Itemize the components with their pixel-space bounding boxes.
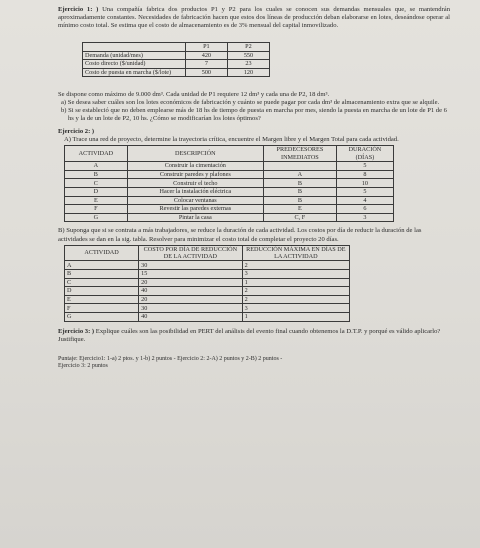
table-cell: 550 bbox=[227, 51, 269, 59]
table-cell: E bbox=[65, 196, 128, 205]
table-cell: B bbox=[263, 196, 336, 205]
table-header-cell: DURACIÓN (DÍAS) bbox=[336, 146, 393, 162]
table-cell: F bbox=[65, 304, 139, 313]
reduction-cost-table bbox=[64, 245, 350, 322]
exercise-1-text: Ejercicio 1: ) Una compañía fabrica dos productos P1 y P2 para los cuales se conocen sus demandas mensuales que, se mantendrán aproximadamente constantes. Necesidades de fabricación hacen que estos dos líneas de producción deban elaborarse en lotes, deseándose operar al mínimo costo total. Se estima que el costo de almacenamiento es de 3% mensual del capital inmovilizado. bbox=[58, 6, 450, 30]
table-row bbox=[65, 313, 350, 322]
table-row bbox=[65, 261, 350, 270]
table-row bbox=[65, 287, 350, 296]
table-header-cell: COSTO POR DÍA DE REDUCCIÓN DE LA ACTIVIDAD bbox=[139, 245, 242, 261]
table-row bbox=[83, 43, 270, 51]
table-cell: C bbox=[65, 278, 139, 287]
table-cell: Hacer la instalación eléctrica bbox=[127, 188, 263, 197]
table-cell: E bbox=[263, 205, 336, 214]
exercise-3-text: Ejercicio 3: ) Explique cuáles son las posibilidad en PERT del análisis del evento final cuando obtenemos la D.T.P. y porqué es válido aplicarlo? Justifique. bbox=[58, 327, 441, 343]
table-cell: Pintar la casa bbox=[127, 213, 263, 222]
table-row bbox=[65, 245, 350, 261]
table-cell: 10 bbox=[336, 179, 393, 188]
table-header-cell: ACTIVIDAD bbox=[65, 245, 139, 261]
table-row bbox=[83, 60, 270, 68]
item-1a: a) Se desea saber cuáles son los lotes económicos de fabricación y cuánto se puede pagar por cada dm³ de almacenamiento extra que se alquile. bbox=[61, 99, 440, 106]
exercise-2b-text: B) Suponga que si se contrata a más trabajadores, se reduce la duración de cada actividad. Los costos por día de reducir la duración de las actividades se dan en la sig. tabla. Resolver para minimizar el costo total de completar el proyecto 20 días. bbox=[58, 227, 422, 243]
table-cell: 1 bbox=[242, 313, 349, 322]
table-cell: 3 bbox=[242, 304, 349, 313]
table-cell: A bbox=[65, 261, 139, 270]
table-row bbox=[65, 270, 350, 279]
table-cell: 23 bbox=[227, 60, 269, 68]
table-cell: 15 bbox=[139, 270, 242, 279]
table-row bbox=[65, 304, 350, 313]
table-header-cell bbox=[83, 43, 186, 51]
table-cell: Colocar ventanas bbox=[127, 196, 263, 205]
table-cell: Construir el techo bbox=[127, 179, 263, 188]
exercise-3-heading: Ejercicio 3: ) bbox=[58, 327, 95, 335]
table-cell: 40 bbox=[139, 313, 242, 322]
table-cell: 120 bbox=[227, 68, 269, 76]
table-cell: 5 bbox=[336, 162, 393, 171]
products-table bbox=[82, 42, 270, 77]
table-cell: Construir la cimentación bbox=[127, 162, 263, 171]
table-row bbox=[65, 278, 350, 287]
table-row bbox=[65, 170, 394, 179]
table-cell bbox=[263, 162, 336, 171]
scoring-line-2: Ejercicio 3: 2 puntos bbox=[58, 362, 108, 369]
table-row bbox=[65, 162, 394, 171]
table-cell: 2 bbox=[242, 261, 349, 270]
table-cell: D bbox=[65, 287, 139, 296]
table-cell: 1 bbox=[242, 278, 349, 287]
table-cell: Demanda (unidad/mes) bbox=[83, 51, 186, 59]
table-header-cell: P1 bbox=[185, 43, 227, 51]
table-cell: 4 bbox=[336, 196, 393, 205]
table-cell: 3 bbox=[336, 213, 393, 222]
scoring-line-1: Puntaje: Ejercicio1: 1-a) 2 ptos. y 1-b) 2 puntos - Ejercicio 2: 2-A) 2 puntos y 2-B) 2 puntos - bbox=[58, 355, 283, 362]
table-cell: 40 bbox=[139, 287, 242, 296]
exercise-2-heading: Ejercicio 2: ) bbox=[58, 128, 95, 136]
table-cell: 7 bbox=[185, 60, 227, 68]
table-header-cell: ACTIVIDAD bbox=[65, 146, 128, 162]
table-cell: G bbox=[65, 213, 128, 222]
table-header-cell: P2 bbox=[227, 43, 269, 51]
table-cell: E bbox=[65, 295, 139, 304]
table-cell: 5 bbox=[336, 188, 393, 197]
table-cell: F bbox=[65, 205, 128, 214]
table-row bbox=[65, 179, 394, 188]
table-cell: 20 bbox=[139, 278, 242, 287]
table-cell: A bbox=[263, 170, 336, 179]
table-header-cell: PREDECESORES INMEDIATOS bbox=[263, 146, 336, 162]
table-cell: 20 bbox=[139, 295, 242, 304]
table-row bbox=[65, 205, 394, 214]
table-cell: C, F bbox=[263, 213, 336, 222]
table-cell: 2 bbox=[242, 287, 349, 296]
table-row bbox=[65, 196, 394, 205]
exercise-2a-text: A) Trace una red de proyecto, determine la trayectoria crítica, encuentre el Margen libre y el Margen Total para cada actividad. bbox=[64, 136, 399, 144]
table-cell: 500 bbox=[185, 68, 227, 76]
table-row bbox=[65, 295, 350, 304]
table-header-cell: DESCRIPCIÓN bbox=[127, 146, 263, 162]
table-cell: 6 bbox=[336, 205, 393, 214]
table-cell: B bbox=[65, 170, 128, 179]
table-header-cell: REDUCCIÓN MÁXIMA EN DÍAS DE LA ACTIVIDAD bbox=[242, 245, 349, 261]
table-cell: Revestir las paredes externas bbox=[127, 205, 263, 214]
table-cell: 2 bbox=[242, 295, 349, 304]
table-cell: G bbox=[65, 313, 139, 322]
table-cell: C bbox=[65, 179, 128, 188]
table-cell: B bbox=[263, 188, 336, 197]
table-row bbox=[83, 51, 270, 59]
item-1b: b) Si se estableció que no deben emplearse más de 18 hs de tiempo de puesta en marcha por mes, siendo la puesta en marcha de un lote de P1 de 6 hs y la de un lote de P2, 10 hs. ¿Cómo se modificarían los lotes óptimos? bbox=[61, 107, 447, 123]
table-cell: B bbox=[65, 270, 139, 279]
exercise-1-heading: Ejercicio 1: ) bbox=[58, 6, 99, 13]
storage-note: Se dispone como máximo de 9.000 dm³. Cada unidad de P1 requiere 12 dm³ y cada una de P2, 18 dm³. bbox=[58, 90, 330, 98]
table-cell: 3 bbox=[242, 270, 349, 279]
table-cell: Construir paredes y plafones bbox=[127, 170, 263, 179]
table-cell: Costo de puesta en marcha ($/lote) bbox=[83, 68, 186, 76]
table-cell: 30 bbox=[139, 304, 242, 313]
table-cell: D bbox=[65, 188, 128, 197]
activities-table bbox=[64, 145, 394, 222]
table-cell: A bbox=[65, 162, 128, 171]
table-row bbox=[65, 146, 394, 162]
table-row bbox=[65, 188, 394, 197]
table-cell: B bbox=[263, 179, 336, 188]
table-cell: Costo directo ($/unidad) bbox=[83, 60, 186, 68]
table-cell: 30 bbox=[139, 261, 242, 270]
table-cell: 8 bbox=[336, 170, 393, 179]
table-row bbox=[65, 213, 394, 222]
table-cell: 420 bbox=[185, 51, 227, 59]
table-row bbox=[83, 68, 270, 76]
